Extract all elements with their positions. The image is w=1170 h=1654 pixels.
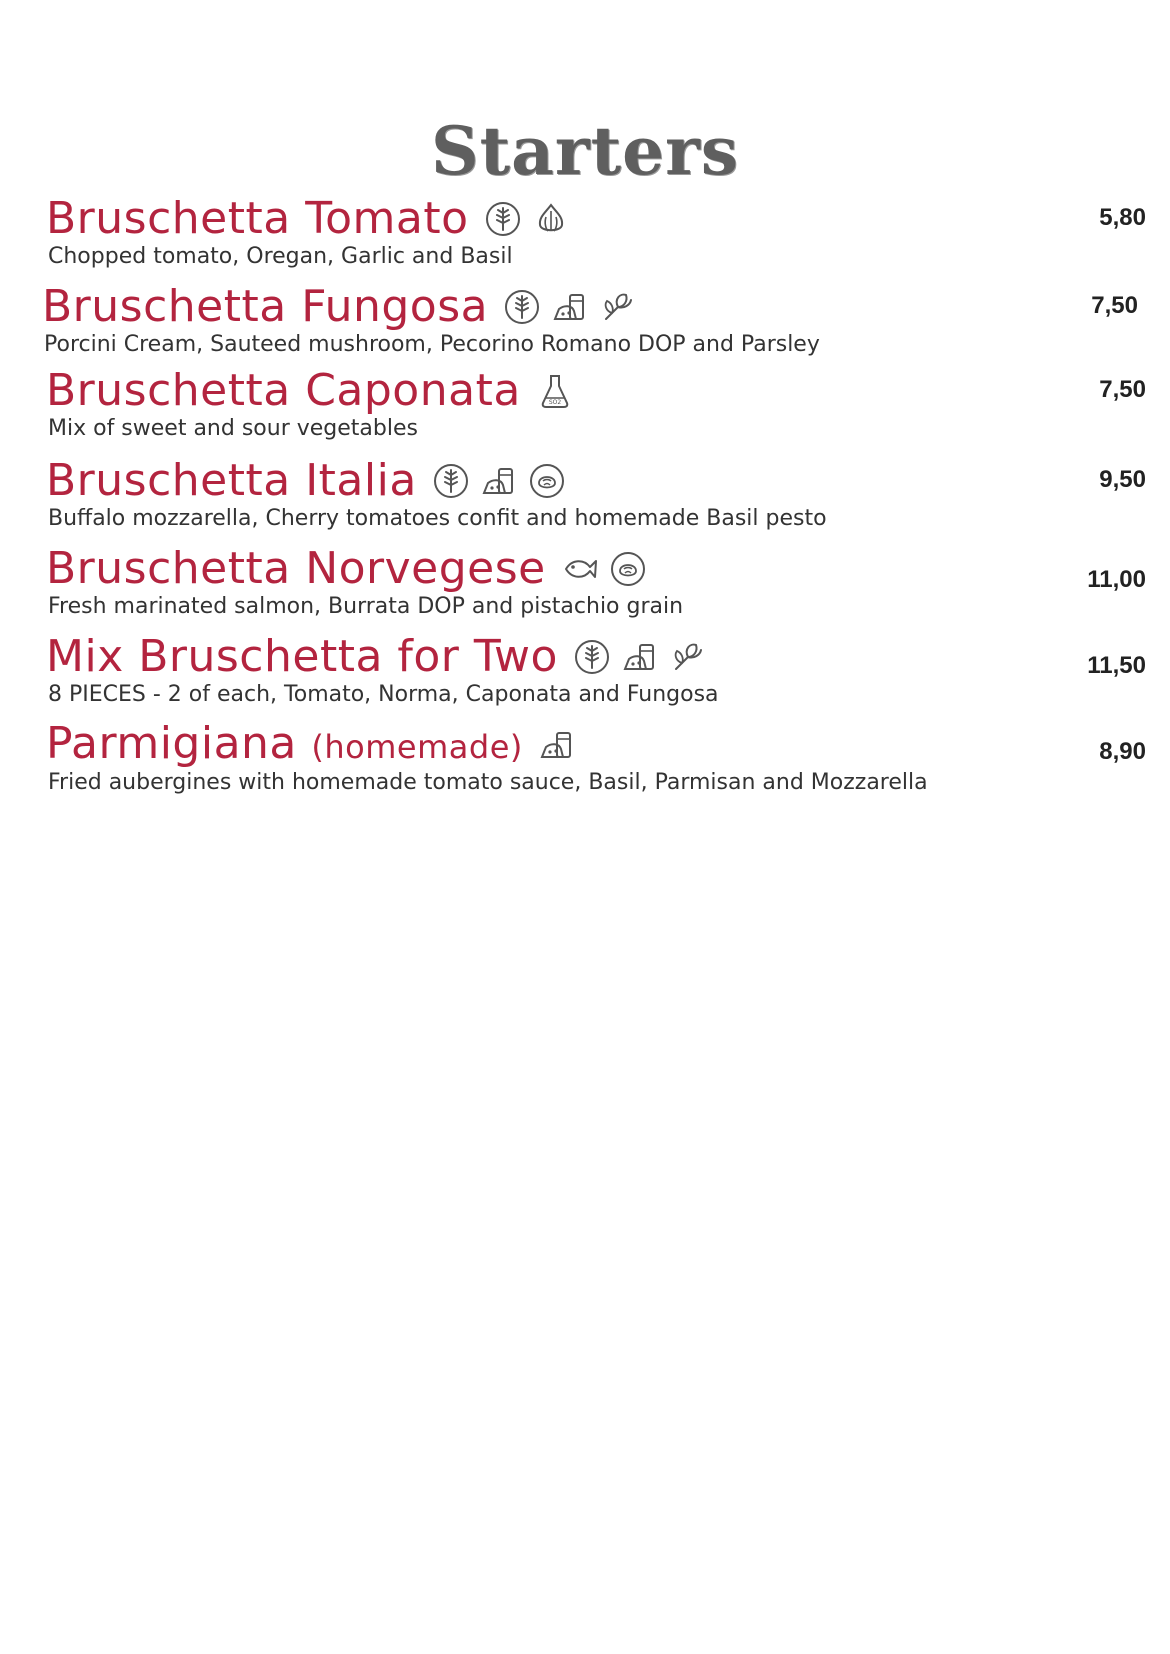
menu-item-name: Bruschetta Caponata: [46, 365, 521, 416]
menu-item-name: Bruschetta Fungosa: [42, 281, 489, 332]
menu-item-price: 11,00: [1087, 566, 1146, 593]
dairy-icon: [537, 725, 577, 765]
menu-item-name-row: [46, 630, 716, 684]
menu-item-price: 5,80: [1099, 204, 1146, 231]
menu-item-description: Chopped tomato, Oregan, Garlic and Basil: [48, 244, 513, 269]
allergen-icons: [502, 287, 646, 327]
menu-item-name-row: [46, 542, 656, 596]
menu-item-price: 9,50: [1099, 466, 1146, 493]
menu-item-name-main: Parmigiana: [46, 717, 297, 769]
menu-item-name: [46, 717, 523, 774]
menu-item: [42, 280, 1142, 370]
celery-icon: [598, 287, 638, 327]
menu-item-price: 11,50: [1087, 652, 1146, 679]
nuts-icon: [527, 461, 567, 501]
menu-item-description: Porcini Cream, Sauteed mushroom, Pecorino Romano DOP and Parsley: [44, 332, 820, 357]
allergen-icons: [483, 199, 579, 239]
section-title: Starters: [430, 112, 740, 190]
menu-item: [46, 718, 1146, 808]
menu-item-price: 7,50: [1099, 376, 1146, 403]
fish-icon: [560, 549, 600, 589]
allergen-icons: [535, 371, 583, 411]
menu-item-name: Bruschetta Norvegese: [46, 543, 546, 594]
svg-text:SO2: SO2: [548, 399, 561, 406]
wheat-icon: [572, 637, 612, 677]
allergen-icons: [572, 637, 716, 677]
menu-item-price: 7,50: [1091, 292, 1138, 319]
menu-item: [46, 630, 1146, 720]
menu-item-name-row: [46, 454, 575, 508]
garlic-icon: [531, 199, 571, 239]
menu-item-description: Buffalo mozzarella, Cherry tomatoes confit and homemade Basil pesto: [48, 506, 827, 531]
menu-item-name-row: [46, 364, 583, 418]
menu-item-name: Bruschetta Tomato: [46, 193, 469, 244]
menu-item: [46, 454, 1146, 544]
menu-item-name: Mix Bruschetta for Two: [46, 631, 558, 682]
allergen-icons: [560, 549, 656, 589]
sulphites-icon: [535, 371, 575, 411]
menu-item-description: Fresh marinated salmon, Burrata DOP and pistachio grain: [48, 594, 684, 619]
wheat-icon: [502, 287, 542, 327]
dairy-icon: [479, 461, 519, 501]
allergen-icons: [431, 461, 575, 501]
menu-item-description: Fried aubergines with homemade tomato sauce, Basil, Parmisan and Mozzarella: [48, 770, 928, 795]
menu-item: [46, 364, 1146, 454]
wheat-icon: [431, 461, 471, 501]
menu-item: [46, 192, 1146, 282]
allergen-icons: [537, 725, 585, 765]
menu-item-price: 8,90: [1099, 738, 1146, 765]
menu-item-name-suffix: (homemade): [311, 727, 523, 766]
menu-item-name-row: [46, 718, 585, 772]
dairy-icon: [620, 637, 660, 677]
menu-item-name-row: [46, 192, 579, 246]
nuts-icon: [608, 549, 648, 589]
menu-item: [46, 542, 1146, 632]
menu-item-description: 8 PIECES - 2 of each, Tomato, Norma, Caponata and Fungosa: [48, 682, 719, 707]
wheat-icon: [483, 199, 523, 239]
menu-item-description: Mix of sweet and sour vegetables: [48, 416, 418, 441]
menu-item-name-row: [42, 280, 646, 334]
dairy-icon: [550, 287, 590, 327]
menu-item-name: Bruschetta Italia: [46, 455, 417, 506]
celery-icon: [668, 637, 708, 677]
